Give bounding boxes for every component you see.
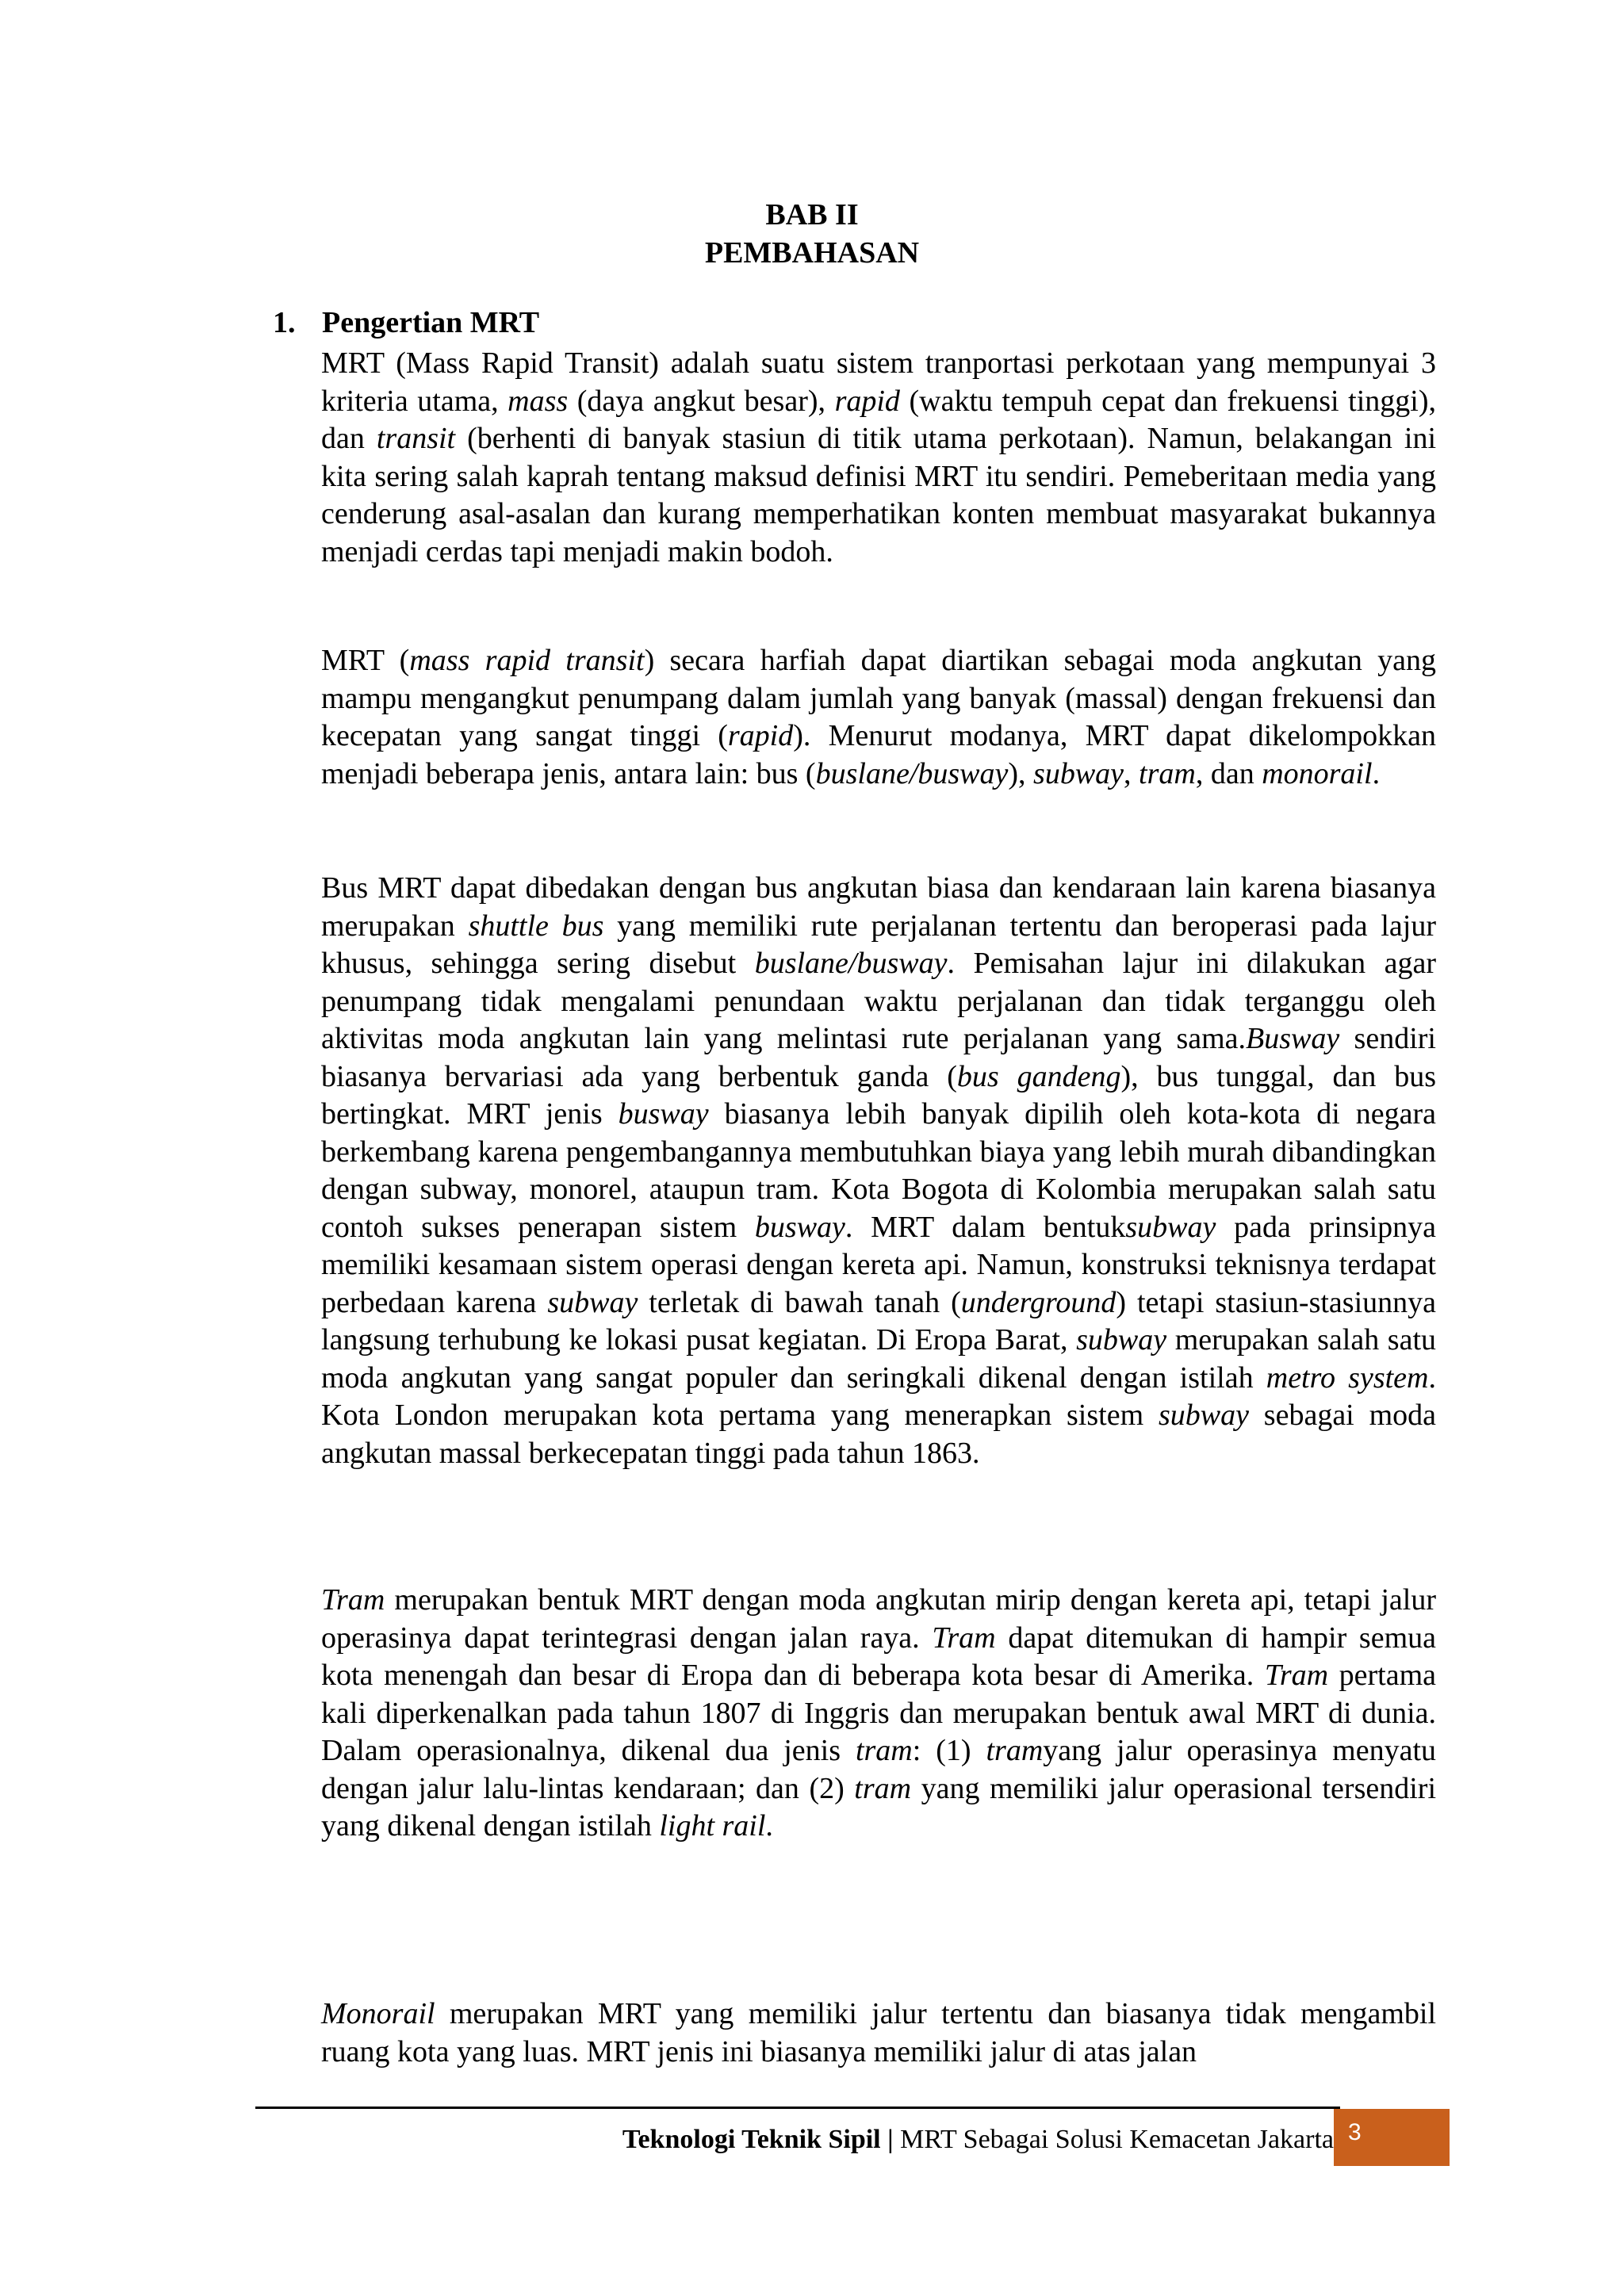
chapter-title: PEMBAHASAN bbox=[704, 236, 920, 270]
section-title: Pengertian MRT bbox=[322, 306, 540, 339]
page-number: 3 bbox=[1334, 2109, 1450, 2166]
footer-course: Teknologi Teknik Sipil bbox=[622, 2125, 881, 2154]
footer-divider bbox=[255, 2107, 1340, 2109]
paragraph-3: Bus MRT dapat dibedakan dengan bus angkutan biasa dan kendaraan lain karena biasanya merupakan shuttle bus yang memiliki rute perjalanan tertentu dan beroperasi pada lajur khusus, sehingga sering disebut buslane/busway. Pemisahan lajur ini dilakukan agar penumpang tidak mengalami penundaan waktu perjalanan dan tidak terganggu oleh aktivitas moda angkutan lain yang melintasi rute perjalanan yang sama.Busway sendiri biasanya bervariasi ada yang berbentuk ganda (bus gandeng), bus tunggal, dan bus bertingkat. MRT jenis busway biasanya lebih banyak dipilih oleh kota-kota di negara berkembang karena pengembangannya membutuhkan biaya yang lebih murah dibandingkan dengan subway, monorel, ataupun tram. Kota Bogota di Kolombia merupakan salah satu contoh sukses penerapan sistem busway. MRT dalam bentuksubway pada prinsipnya memiliki kesamaan sistem operasi dengan kereta api. Namun, konstruksi teknisnya terdapat perbedaan karena subway terletak di bawah tanah (underground) tetapi stasiun-stasiunnya langsung terhubung ke lokasi pusat kegiatan. Di Eropa Barat, subway merupakan salah satu moda angkutan yang sangat populer dan seringkali dikenal dengan istilah metro system. Kota London merupakan kota pertama yang menerapkan sistem subway sebagai moda angkutan massal berkecepatan tinggi pada tahun 1863. bbox=[321, 871, 1437, 1470]
section-heading bbox=[273, 303, 539, 342]
section-number: 1. bbox=[273, 306, 296, 339]
page-footer bbox=[255, 2114, 1334, 2166]
footer-title: MRT Sebagai Solusi Kemacetan Jakarta bbox=[900, 2125, 1334, 2154]
chapter-number: BAB II bbox=[765, 198, 859, 232]
footer-separator: | bbox=[880, 2125, 901, 2154]
paragraph-4: Tram merupakan bentuk MRT dengan moda angkutan mirip dengan kereta api, tetapi jalur operasinya dapat terintegrasi dengan jalan raya. Tram dapat ditemukan di hampir semua kota menengah dan besar di Eropa dan di beberapa kota besar di Amerika. Tram pertama kali diperkenalkan pada tahun 1807 di Inggris dan merupakan bentuk awal MRT di dunia. Dalam operasionalnya, dikenal dua jenis tram: (1) tramyang jalur operasinya menyatu dengan jalur lalu-lintas kendaraan; dan (2) tram yang memiliki jalur operasional tersendiri yang dikenal dengan istilah light rail. bbox=[321, 1583, 1437, 1843]
paragraph-5: Monorail merupakan MRT yang memiliki jalur tertentu dan biasanya tidak mengambil ruang kota yang luas. MRT jenis ini biasanya memiliki jalur di atas jalan bbox=[321, 1997, 1436, 2068]
paragraph-1: MRT (Mass Rapid Transit) adalah suatu sistem tranportasi perkotaan yang mempunyai 3 kriteria utama, mass (daya angkut besar), rapid (waktu tempuh cepat dan frekuensi tinggi), dan transit (berhenti di banyak stasiun di titik utama perkotaan). Namun, belakangan ini kita sering salah kaprah tentang maksud definisi MRT itu sendiri. Pemeberitaan media yang cenderung asal-asalan dan kurang memperhatikan konten membuat masyarakat bukannya menjadi cerdas tapi menjadi makin bodoh. bbox=[321, 346, 1437, 568]
paragraph-2: MRT (mass rapid transit) secara harfiah dapat diartikan sebagai moda angkutan yang mampu mengangkut penumpang dalam jumlah yang banyak (massal) dengan frekuensi dan kecepatan yang sangat tinggi (rapid). Menurut modanya, MRT dapat dikelompokkan menjadi beberapa jenis, antara lain: bus (buslane/busway), subway, tram, dan monorail. bbox=[321, 644, 1436, 790]
